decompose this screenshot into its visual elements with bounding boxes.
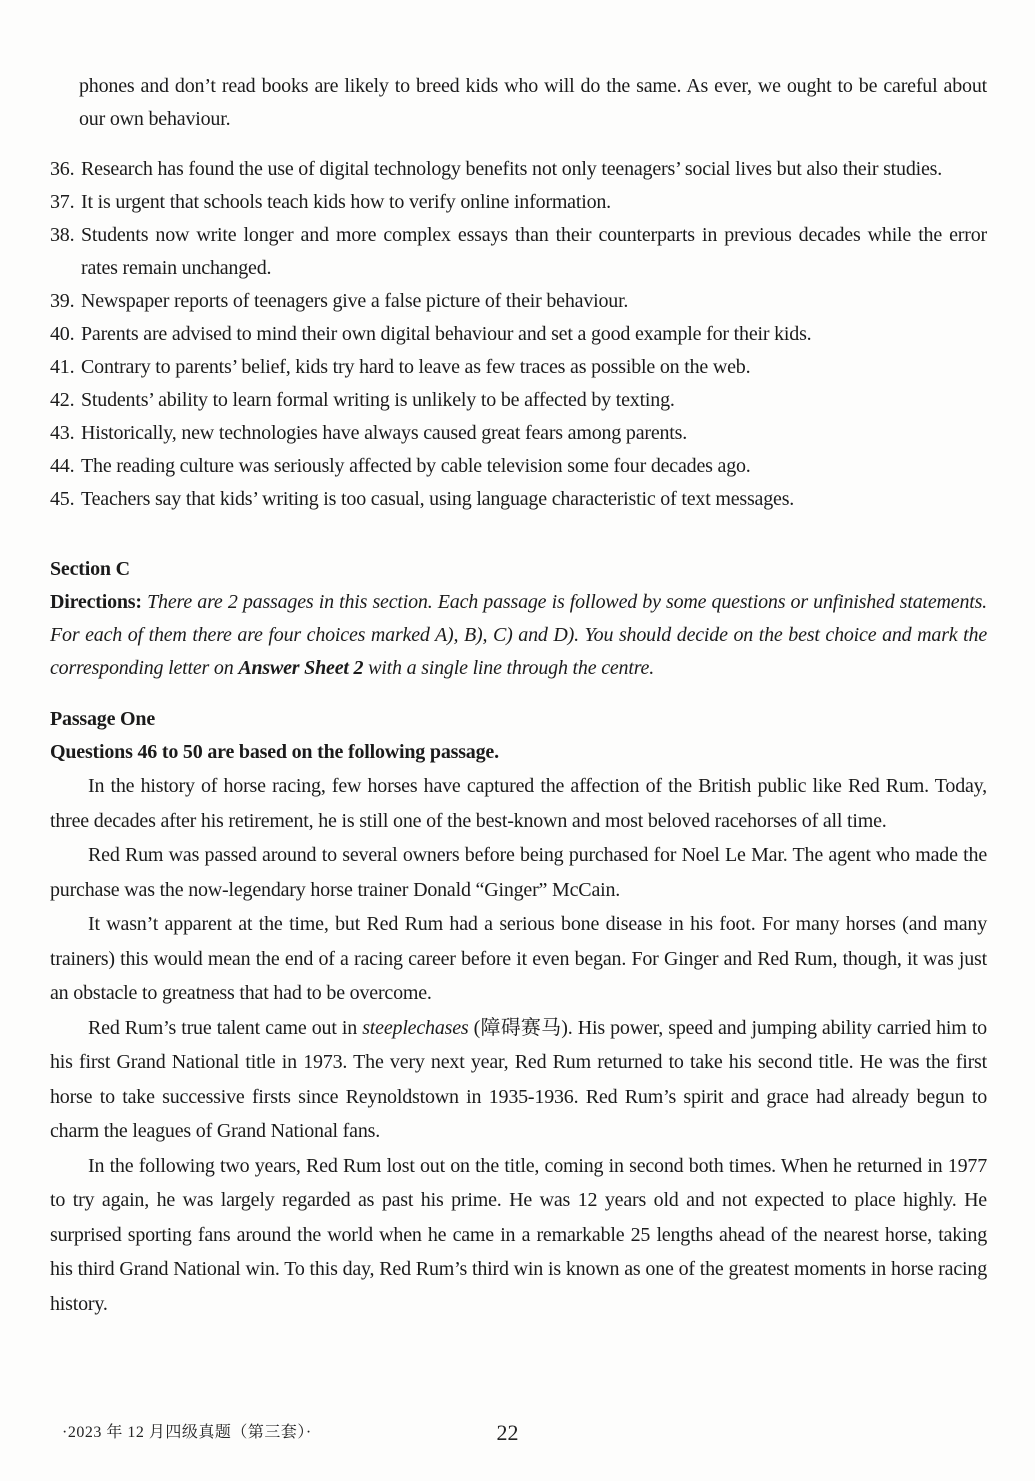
statement-text: Parents are advised to mind their own digital behaviour and set a good example for their kids. xyxy=(81,323,812,345)
continuation-paragraph: phones and don’t read books are likely to breed kids who will do the same. As ever, we ought to be careful about our own behaviour. xyxy=(79,75,987,130)
statement-text: Newspaper reports of teenagers give a false picture of their behaviour. xyxy=(81,290,629,312)
page-number: 22 xyxy=(496,1420,519,1445)
statement-item-43 xyxy=(50,417,987,450)
statement-number: 40. xyxy=(50,323,75,345)
statement-text: Teachers say that kids’ writing is too casual, using language characteristic of text messages. xyxy=(81,488,795,510)
statement-number: 45. xyxy=(50,488,75,510)
footer-source-label: ·2023 年 12 月四级真题（第三套）· xyxy=(62,1424,312,1441)
statement-number: 38. xyxy=(50,224,75,246)
statement-number: 42. xyxy=(50,389,75,411)
statement-text: Contrary to parents’ belief, kids try hard to leave as few traces as possible on the web. xyxy=(81,356,751,378)
questions-range-line: Questions 46 to 50 are based on the following passage. xyxy=(50,741,499,763)
statement-item-38 xyxy=(50,219,987,285)
statements-list xyxy=(50,153,987,516)
passage-one xyxy=(50,703,987,1321)
passage-paragraph-1: In the history of horse racing, few horses have captured the affection of the British public like Red Rum. Today, three decades after his retirement, he is still one of the best-known and most beloved racehorses of all time. xyxy=(50,775,987,832)
passage-paragraph-4 xyxy=(50,1011,987,1149)
passage-one-heading: Passage One xyxy=(50,708,156,730)
statement-item-39 xyxy=(50,285,987,318)
paragraph-4-lead: Red Rum’s true talent came out in xyxy=(88,1016,363,1039)
statement-number: 36. xyxy=(50,158,75,180)
directions-text-2: with a single line through the centre. xyxy=(363,657,655,679)
passage-paragraph-2: Red Rum was passed around to several owners before being purchased for Noel Le Mar. The agent who made the purchase was the now-legendary horse trainer Donald “Ginger” McCain. xyxy=(50,844,987,901)
statement-item-40 xyxy=(50,318,987,351)
section-c-heading: Section C xyxy=(50,558,130,580)
directions-paragraph xyxy=(50,586,987,685)
statement-text: Students now write longer and more complex essays than their counterparts in previous decades while the error rates remain unchanged. xyxy=(81,224,987,279)
statement-item-37 xyxy=(50,186,987,219)
statement-text: Historically, new technologies have always caused great fears among parents. xyxy=(81,422,688,444)
directions-label: Directions: xyxy=(50,591,142,613)
passage-paragraph-5: In the following two years, Red Rum lost out on the title, coming in second both times. When he returned in 1977 to try again, he was largely regarded as past his prime. He was 12 years old and not expected to place highly. He surprised sporting fans around the world when he came in a remarkable 25 lengths ahead of the nearest horse, taking his third Grand National win. To this day, Red Rum’s third win is known as one of the greatest moments in horse racing history. xyxy=(50,1154,987,1315)
statement-item-41 xyxy=(50,351,987,384)
statement-item-36 xyxy=(50,153,987,186)
statement-text: Research has found the use of digital technology benefits not only teenagers’ social lives but also their studies. xyxy=(81,158,943,180)
statement-text: The reading culture was seriously affected by cable television some four decades ago. xyxy=(81,455,751,477)
statement-number: 37. xyxy=(50,191,75,213)
directions-text-1: There are 2 passages in this section. Each passage is followed by some questions or unfinished statements. For each of them there are four choices marked A), B), C) and D). You should decide on the best choice and mark the corresponding letter on xyxy=(50,591,987,679)
paragraph-4-rest: (障碍赛马). His power, speed and jumping ability carried him to his first Grand National title in 1973. The very next year, Red Rum returned to take his second title. He was the first horse to take successive firsts since Reynoldstown in 1935-1936. Red Rum’s spirit and grace had already begun to charm the leagues of Grand National fans. xyxy=(50,1016,987,1142)
page-footer xyxy=(0,1416,1035,1450)
statement-item-45 xyxy=(50,483,987,516)
statement-number: 43. xyxy=(50,422,75,444)
passage-paragraph-3: It wasn’t apparent at the time, but Red Rum had a serious bone disease in his foot. For many horses (and many trainers) this would mean the end of a racing career before it even began. For Ginger and Red Rum, though, it was just an obstacle to greatness that had to be overcome. xyxy=(50,913,987,1004)
answer-sheet-reference: Answer Sheet 2 xyxy=(238,657,364,679)
statement-number: 41. xyxy=(50,356,75,378)
statement-number: 44. xyxy=(50,455,75,477)
statement-text: It is urgent that schools teach kids how to verify online information. xyxy=(81,191,611,213)
statement-item-44 xyxy=(50,450,987,483)
steeplechases-italic-term: steeplechases xyxy=(362,1016,469,1039)
statement-number: 39. xyxy=(50,290,75,312)
statement-text: Students’ ability to learn formal writing is unlikely to be affected by texting. xyxy=(81,389,675,411)
statement-item-42 xyxy=(50,384,987,417)
